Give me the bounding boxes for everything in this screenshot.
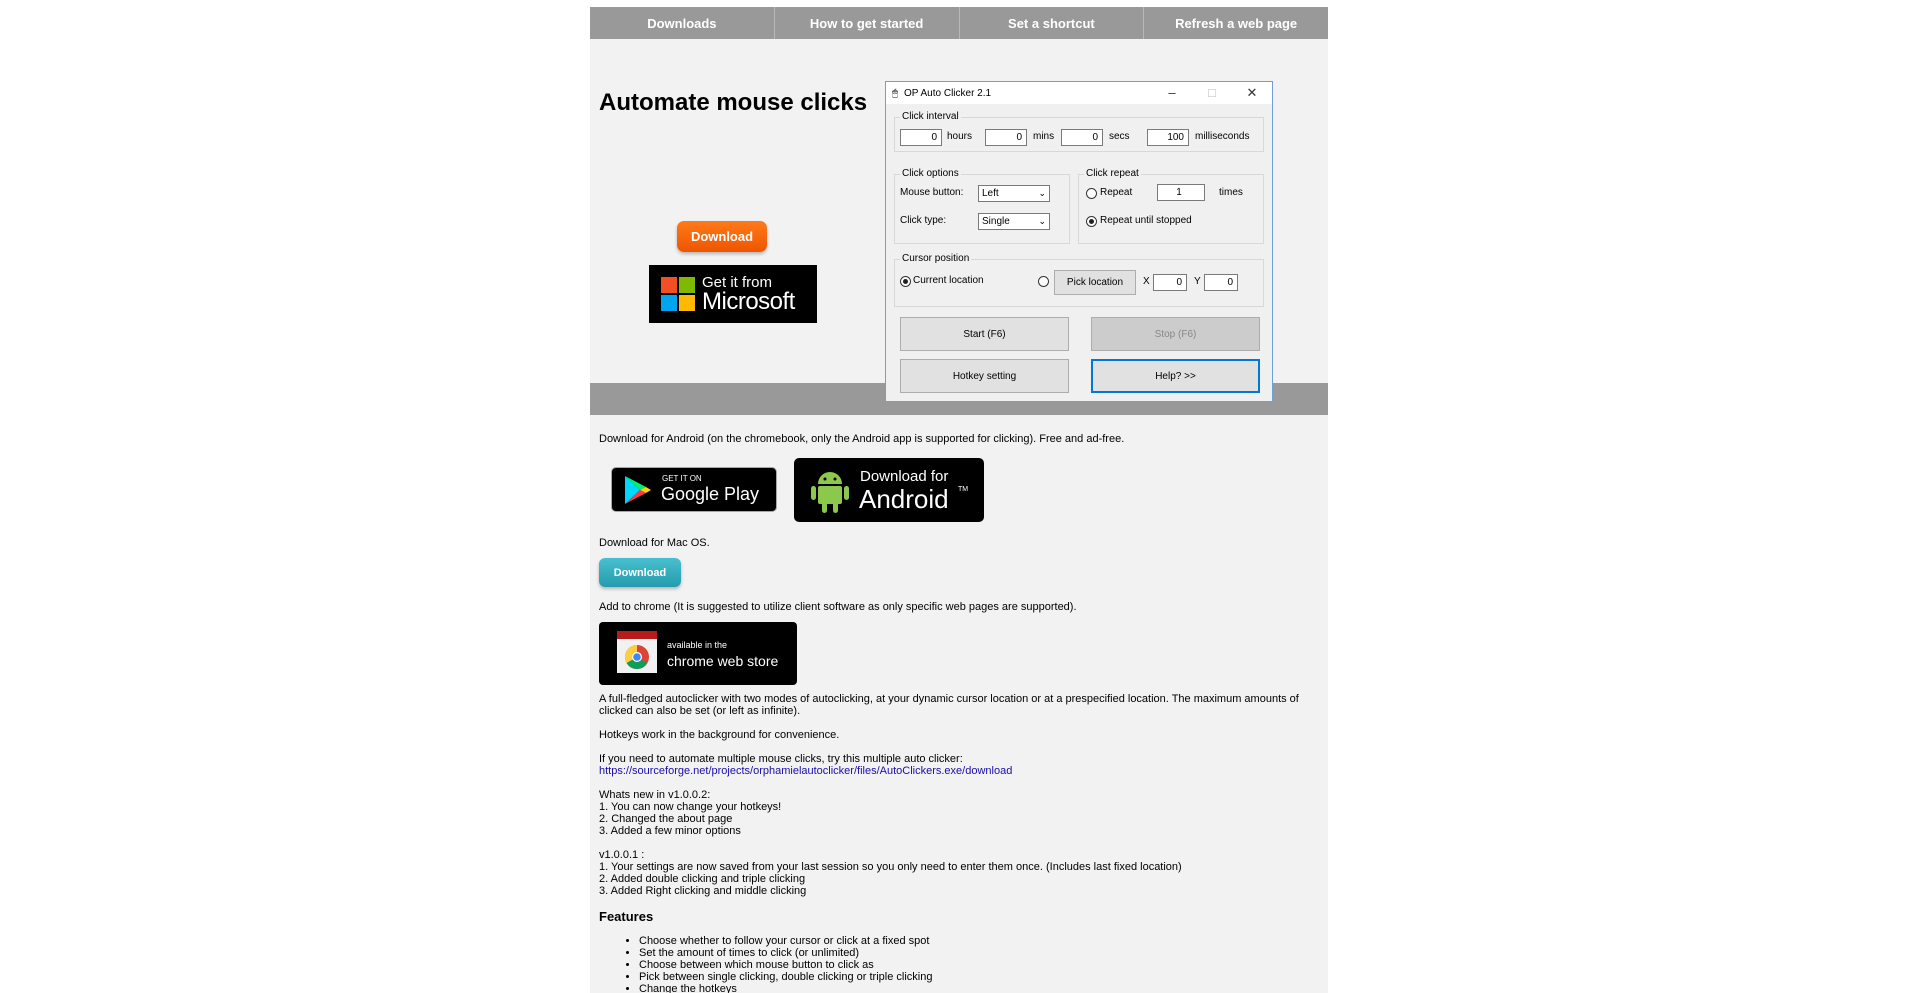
feature-item: • Choose between which mouse button to click as (639, 959, 1319, 971)
whats-new-item: 2. Changed the about page (599, 813, 733, 825)
start-button: Start (F6) (900, 317, 1069, 351)
repeat-until-stopped-radio (1086, 216, 1097, 227)
chrome-web-store-icon (615, 629, 659, 675)
click-repeat-group (1078, 168, 1264, 244)
feature-item: • Pick between single clicking, double clicking or triple clicking (639, 971, 1319, 983)
v1001-heading: v1.0.0.1 : (599, 849, 645, 861)
nav-set-a-shortcut[interactable]: Set a shortcut (960, 7, 1145, 39)
hotkey-setting-button: Hotkey setting (900, 359, 1069, 393)
description-paragraph-3: If you need to automate multiple mouse clicks, try this multiple auto clicker: https://sourceforge.net/projects/orphamielautoclicker/files/AutoClickers.exe/download (599, 753, 1013, 777)
features-heading: Features (599, 909, 654, 924)
current-location-label: Current location (913, 275, 984, 286)
hours-input: 0 (900, 129, 942, 146)
page-container (590, 7, 1328, 993)
whats-new-heading: Whats new in v1.0.0.2: (599, 789, 711, 801)
y-label: Y (1194, 276, 1201, 287)
mins-input: 0 (985, 129, 1027, 146)
milliseconds-label: milliseconds (1195, 131, 1250, 142)
close-icon: ✕ (1246, 85, 1258, 100)
google-play-badge[interactable] (611, 467, 777, 512)
repeat-until-stopped-label: Repeat until stopped (1100, 215, 1192, 226)
stop-button: Stop (F6) (1091, 317, 1260, 351)
click-interval-legend: Click interval (902, 111, 959, 122)
v1001-item: 1. Your settings are now saved from your last session so you only need to enter them once. (Includes last fixed location) (599, 861, 1182, 873)
click-interval-group (894, 111, 1264, 152)
click-repeat-legend: Click repeat (1086, 168, 1139, 179)
android-badge-big-text: Android (859, 484, 949, 514)
x-input: 0 (1153, 274, 1187, 291)
microsoft-store-badge[interactable] (649, 265, 817, 323)
mouse-button-label: Mouse button: (900, 187, 964, 198)
android-badge-small-text: Download for (860, 468, 949, 485)
windows-download-button[interactable]: Download (677, 221, 767, 252)
microsoft-logo-icon (661, 277, 695, 311)
main-content (590, 433, 1328, 445)
app-title-bar (886, 82, 1272, 104)
pick-location-radio (1038, 276, 1049, 287)
repeat-radio (1086, 188, 1097, 199)
repeat-count-spinner: 1 (1157, 184, 1205, 201)
google-play-small-text: GET IT ON (662, 474, 702, 483)
chrome-badge-small-text: available in the (667, 640, 728, 650)
current-location-radio (900, 276, 911, 287)
android-download-badge[interactable] (794, 458, 984, 522)
whats-new-item: 3. Added a few minor options (599, 825, 741, 837)
hero-section (590, 39, 1328, 383)
help-button: Help? >> (1091, 359, 1260, 393)
secs-label: secs (1109, 131, 1130, 142)
v1001-section (599, 849, 1319, 897)
android-icon (810, 468, 850, 514)
chrome-badge-big-text: chrome web store (667, 653, 779, 669)
android-badge-tm: TM (958, 486, 969, 493)
click-type-select: Single ⌄ (978, 213, 1050, 230)
hero-title: Automate mouse clicks (599, 89, 868, 116)
milliseconds-input: 100 (1147, 129, 1189, 146)
mins-label: mins (1033, 131, 1055, 142)
click-type-label: Click type: (900, 215, 947, 226)
secs-input: 0 (1061, 129, 1103, 146)
mac-download-text: Download for Mac OS. (599, 537, 710, 549)
y-input: 0 (1204, 274, 1238, 291)
pick-location-button: Pick location (1054, 270, 1136, 295)
description-paragraph-2: Hotkeys work in the background for convenience. (599, 729, 840, 741)
mac-download-button[interactable]: Download (599, 558, 681, 587)
ms-badge-small-text: Get it from (702, 273, 773, 291)
nav-refresh-a-web-page[interactable]: Refresh a web page (1175, 15, 1298, 31)
click-options-legend: Click options (902, 168, 959, 179)
app-window-screenshot (885, 81, 1273, 402)
chevron-down-icon: ⌄ (1038, 188, 1046, 198)
mouse-button-select: Left ⌄ (978, 185, 1050, 202)
app-title: OP Auto Clicker 2.1 (904, 87, 992, 99)
minimize-icon: – (1168, 85, 1176, 100)
top-nav (590, 7, 1328, 39)
multiple-autoclicker-link[interactable]: https://sourceforge.net/projects/orphamielautoclicker/files/AutoClickers.exe/download (599, 765, 1013, 777)
hours-label: hours (947, 131, 973, 142)
cursor-position-group (894, 253, 1264, 307)
chrome-text: Add to chrome (It is suggested to utilize client software as only specific web pages are supported). (599, 601, 1077, 613)
nav-how-to-get-started[interactable]: How to get started (775, 7, 960, 39)
description-section (590, 693, 1328, 993)
maximize-icon: □ (1208, 85, 1216, 100)
chrome-web-store-badge[interactable] (599, 622, 797, 685)
features-list (599, 935, 1319, 993)
cursor-position-legend: Cursor position (902, 253, 970, 264)
click-options-group (894, 168, 1070, 244)
chevron-down-icon: ⌄ (1038, 216, 1046, 226)
google-play-big-text: Google Play (661, 484, 760, 504)
feature-item: • Change the hotkeys (639, 983, 1319, 993)
android-download-text: Download for Android (on the chromebook, only the Android app is supported for clicking). Free and ad-free. (599, 433, 1125, 445)
v1001-item: 2. Added double clicking and triple clicking (599, 873, 806, 885)
times-label: times (1219, 187, 1243, 198)
mouse-icon: 🖱 (892, 87, 898, 99)
feature-item: • Set the amount of times to click (or unlimited) (639, 947, 1319, 959)
whats-new-item: 1. You can now change your hotkeys! (599, 801, 782, 813)
google-play-icon (620, 473, 654, 507)
repeat-label: Repeat (1100, 187, 1133, 198)
x-label: X (1143, 276, 1150, 287)
ms-badge-big-text: Microsoft (702, 287, 795, 315)
feature-item: • Choose whether to follow your cursor or click at a fixed spot (639, 935, 1319, 947)
description-paragraph-1: A full-fledged autoclicker with two modes of autoclicking, at your dynamic cursor location or at a prespecified location. The maximum amounts of clicked can also be set (or left as infinite). (599, 693, 1299, 717)
whats-new-section (599, 789, 1319, 837)
nav-downloads[interactable]: Downloads (590, 7, 775, 39)
v1001-item: 3. Added Right clicking and middle clicking (599, 885, 807, 897)
